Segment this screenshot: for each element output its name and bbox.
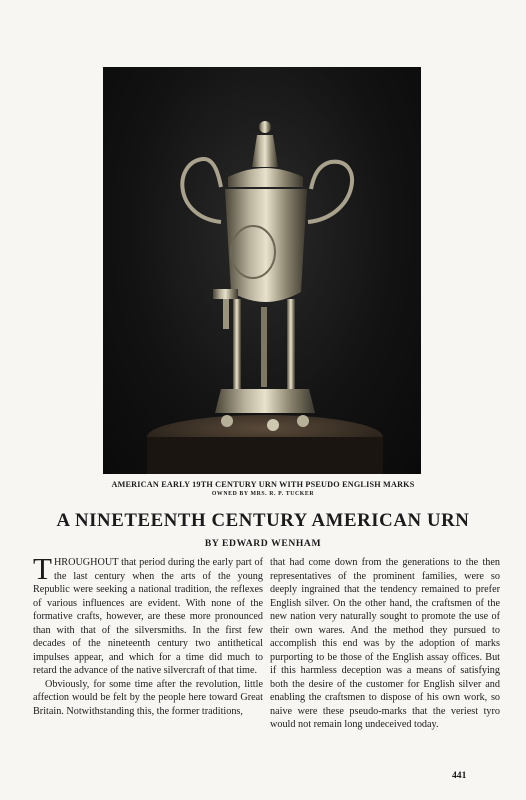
left-column <box>33 551 263 718</box>
page-number: 441 <box>452 770 467 781</box>
paragraph-3: that had come down from the generations to the then representatives of the prominent families, were so deeply ingrained that the tendency remained to prefer English silver. On the other hand, the craftsmen of the new nation very naturally sought to promote the use of their own wares. And the method they pursued to accomplish this end was by the adoption of marks purporting to be those of the English assay offices. But if this harmless deception was a means of satisfying both the desire of the customer for English silver and enabling the craftsmen to dispose of his own work, so naive were these pseudo-marks that the veriest tyro would not remain long undeceived today. <box>270 557 500 730</box>
urn-illustration <box>103 67 421 474</box>
paragraph-1-text: HROUGHOUT that period during the early part of the last century when the arts of the young Republic were seeking a national tradition, the reflexes of various influences are evident. With none of the formative crafts, however, are these more pronounced than with that of the silversmiths. In the first few decades of the nineteenth century two antithetical impulses appear, and which for a time did much to retard the advance of the native silvercraft of that time. <box>33 557 263 676</box>
paragraph-2: Obviously, for some time after the revolution, little affection would be felt by the people here toward Great Britain. Notwithstanding this, the former traditions, <box>33 678 263 717</box>
right-column <box>270 556 500 732</box>
figure-caption: AMERICAN EARLY 19TH CENTURY URN WITH PSEUDO ENGLISH MARKS <box>111 480 415 489</box>
figure-credit: OWNED BY MRS. R. P. TUCKER <box>211 491 315 497</box>
drop-cap: T <box>33 551 52 586</box>
article-byline: BY EDWARD WENHAM <box>204 538 322 549</box>
article-title: A NINETEENTH CENTURY AMERICAN URN <box>56 510 470 531</box>
urn-photograph <box>103 67 421 474</box>
paragraph-1 <box>33 551 263 678</box>
